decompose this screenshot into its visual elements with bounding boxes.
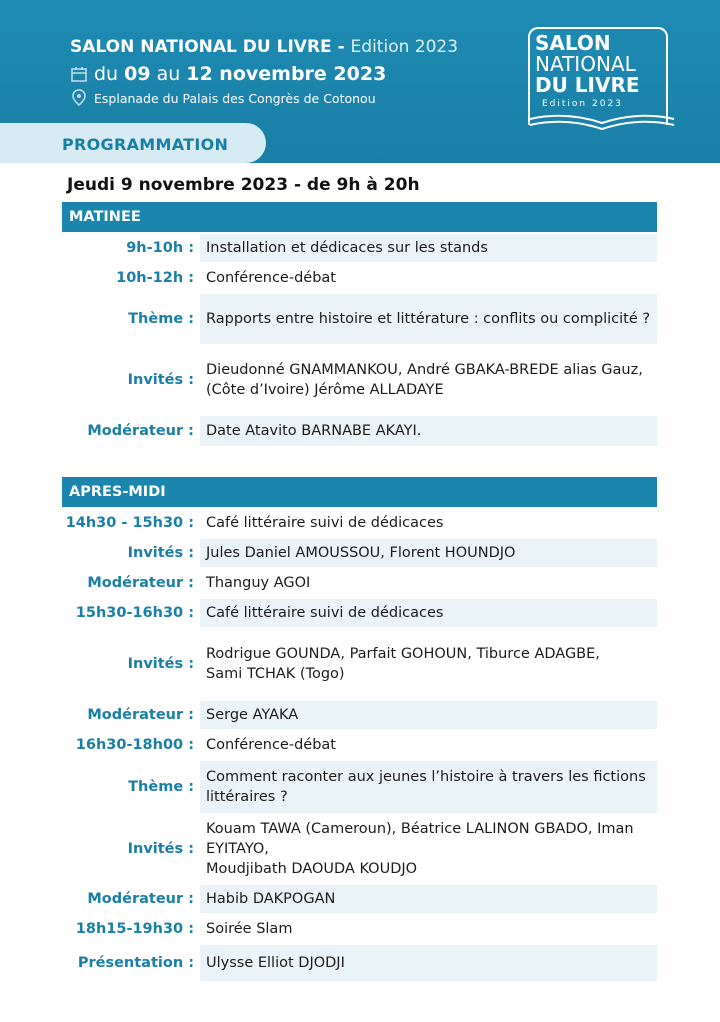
row-label: 16h30-18h00 : — [75, 737, 194, 753]
row-label: Thème : — [128, 311, 194, 327]
row-label: 15h30-16h30 : — [75, 605, 194, 621]
schedule-row — [62, 234, 657, 262]
dates-au: au — [156, 63, 181, 85]
row-label: 9h-10h : — [126, 240, 194, 256]
row-label: Invités : — [127, 545, 194, 561]
row-value — [200, 629, 657, 699]
schedule-row — [62, 539, 657, 567]
event-dates — [70, 63, 386, 85]
row-label: Modérateur : — [87, 423, 194, 439]
row-value: Soirée Slam — [206, 921, 293, 937]
schedule-row — [62, 761, 657, 813]
schedule-row — [62, 509, 657, 537]
row-value: Rapports entre histoire et littérature : conflits ou complicité ? — [200, 294, 657, 344]
row-label: 14h30 - 15h30 : — [65, 515, 194, 531]
schedule-row — [62, 945, 657, 981]
row-label: 18h15-19h30 : — [75, 921, 194, 937]
schedule-row — [62, 915, 657, 943]
row-value — [200, 815, 657, 883]
schedule-row — [62, 885, 657, 913]
row-value-line: Kouam TAWA (Cameroun), Béatrice LALINON GBADO, Iman EYITAYO, — [206, 821, 634, 857]
row-label: Invités : — [127, 372, 194, 388]
row-label: Modérateur : — [87, 891, 194, 907]
logo-line1: SALON — [535, 31, 611, 55]
row-value: Comment raconter aux jeunes l’histoire à travers les fictions littéraires ? — [200, 761, 657, 813]
row-value: Thanguy AGOI — [206, 575, 311, 591]
location-pin-icon — [70, 89, 88, 107]
row-label: Modérateur : — [87, 575, 194, 591]
programmation-tab — [0, 123, 266, 163]
row-value: Date Atavito BARNABE AKAYI. — [200, 416, 657, 446]
row-value: Installation et dédicaces sur les stands — [200, 234, 657, 262]
schedule-row — [62, 815, 657, 883]
row-label: 10h-12h : — [116, 270, 194, 286]
event-title-main: SALON NATIONAL DU LIVRE - — [70, 37, 351, 57]
schedule-row — [62, 599, 657, 627]
schedule-row — [62, 701, 657, 729]
row-label: Modérateur : — [87, 707, 194, 723]
calendar-icon — [70, 65, 88, 83]
row-value-line: Moudjibath DAOUDA KOUDJO — [206, 861, 418, 877]
event-location — [70, 89, 376, 107]
schedule-row — [62, 294, 657, 344]
logo-line3: DU LIVRE — [535, 73, 640, 97]
logo-line4: Edition 2023 — [542, 99, 623, 109]
row-value-line: Rodrigue GOUNDA, Parfait GOHOUN, Tiburce ADAGBE, — [206, 646, 600, 662]
row-value: Conférence-débat — [206, 737, 336, 753]
section-apres-midi: APRES-MIDI — [62, 477, 657, 507]
row-label: Invités : — [127, 841, 194, 857]
row-value: Serge AYAKA — [200, 701, 657, 729]
schedule-row — [62, 416, 657, 446]
row-value: Conférence-débat — [206, 270, 336, 286]
schedule-row — [62, 264, 657, 292]
row-value: Habib DAKPOGAN — [200, 885, 657, 913]
event-location-text: Esplanade du Palais des Congrès de Cotonou — [94, 90, 376, 106]
schedule-row — [62, 629, 657, 699]
open-book-icon — [528, 109, 678, 133]
row-label: Présentation : — [77, 955, 194, 971]
logo-line2: NATIONAL — [535, 52, 636, 76]
programmation-label: PROGRAMMATION — [62, 135, 229, 154]
dates-du: du — [94, 63, 119, 85]
row-value-line: Sami TCHAK (Togo) — [206, 666, 345, 682]
row-value: Ulysse Elliot DJODJI — [200, 945, 657, 981]
schedule-row — [62, 731, 657, 759]
row-value: Jules Daniel AMOUSSOU, Florent HOUNDJO — [200, 539, 657, 567]
row-label: Invités : — [127, 656, 194, 672]
row-label: Thème : — [128, 779, 194, 795]
dates-end: 12 novembre 2023 — [186, 63, 387, 85]
schedule-row — [62, 346, 657, 414]
section-matinee: MATINEE — [62, 202, 657, 232]
schedule-row — [62, 569, 657, 597]
salon-logo — [528, 27, 678, 139]
row-value: Café littéraire suivi de dédicaces — [206, 515, 444, 531]
dates-start: 09 — [124, 63, 151, 85]
row-value: Dieudonné GNAMMANKOU, André GBAKA-BREDE alias Gauz, (Côte d’Ivoire) Jérôme ALLADAYE — [206, 362, 643, 398]
row-value: Café littéraire suivi de dédicaces — [200, 599, 657, 627]
event-edition: Edition 2023 — [350, 37, 459, 57]
day-title: Jeudi 9 novembre 2023 - de 9h à 20h — [67, 175, 420, 195]
event-title — [70, 37, 458, 57]
